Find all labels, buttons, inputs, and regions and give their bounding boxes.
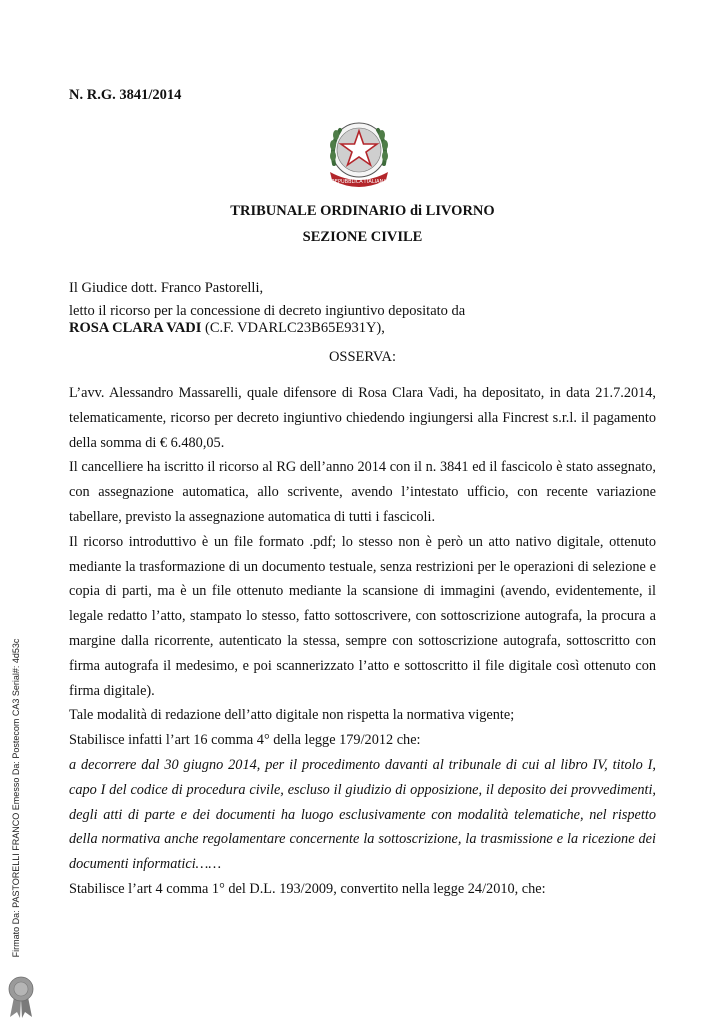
case-number: N. R.G. 3841/2014 [69,87,182,103]
signature-strip-text: Firmato Da: PASTORELLI FRANCO Emesso Da: Postecom CA3 Serial#: 4d53c [11,638,21,958]
osserva-heading: OSSERVA: [328,349,397,365]
quoted-law-paragraph: a decorrere dal 30 giugno 2014, per il procedimento davanti al tribunale di cui al libro IV, titolo I, capo I del codice di procedura civile, escluso il giudizio di opposizione, il deposito dei provvedimenti, degli atti di parte e dei documenti ha luogo esclusivamente con modalità telematiche, nel rispetto della normativa anche regolamentare concernente la sottoscrizione, la trasmissione e la ricezione dei documenti informatici…… [69,756,656,873]
digital-signature-strip [3,638,29,958]
party-line [69,320,385,337]
paragraph: Tale modalità di redazione dell’atto digitale non rispetta la normativa vigente; [69,707,515,724]
emblem-ribbon-text: REPUBBLICA ITALIANA [331,179,387,185]
paragraph: Il cancelliere ha iscritto il ricorso al RG dell’anno 2014 con il n. 3841 ed il fascicolo è stato assegnato, con assegnazione automatica, allo scrivente, avendo l’intestato ufficio, con recente variazione tabellare, previsto la assegnazione automatica di tutti i fascicoli. [69,459,656,525]
court-section: SEZIONE CIVILE [302,229,423,245]
paragraph: Stabilisce infatti l’art 16 comma 4° della legge 179/2012 che: [69,732,421,749]
party-tax-code: (C.F. VDARLC23B65E931Y), [201,320,385,336]
italian-republic-emblem-icon [320,112,398,192]
court-name: TRIBUNALE ORDINARIO di LIVORNO [230,203,495,219]
judge-line: Il Giudice dott. Franco Pastorelli, [69,280,264,296]
party-name: ROSA CLARA VADI [69,320,202,336]
letto-line: letto il ricorso per la concessione di decreto ingiuntivo depositato da [69,303,466,319]
paragraph: L’avv. Alessandro Massarelli, quale difensore di Rosa Clara Vadi, ha depositato, in data 21.7.2014, telematicamente, ricorso per decreto ingiuntivo chiedendo ingiungersi alla Fincrest s.r.l. il pagamento della somma di € 6.480,05. [69,385,656,451]
paragraph: Stabilisce l’art 4 comma 1° del D.L. 193/2009, convertito nella legge 24/2010, che: [69,880,546,897]
body-text [69,381,656,902]
paragraph: Il ricorso introduttivo è un file formato .pdf; lo stesso non è però un atto nativo digitale, ottenuto mediante la trasformazione di un documento testuale, senza restrizioni per le operazioni di selezione e copia di parti, ma è un file ottenuto mediante la scansione di immagini (avendo, evidentemente, il legale redatto l’atto, stampato lo stesso, fatto sottoscrivere, con sottoscrizione autografa, la procura a margine dalla ricorrente, autenticato la stessa, sempre con sottoscrizione autografa, sottoscritto con firma autografa il medesimo, e poi scannerizzato l’atto e sottoscritto il file digitale così ottenuto con firma digitale). [69,533,656,699]
signature-seal-icon [6,975,36,1019]
